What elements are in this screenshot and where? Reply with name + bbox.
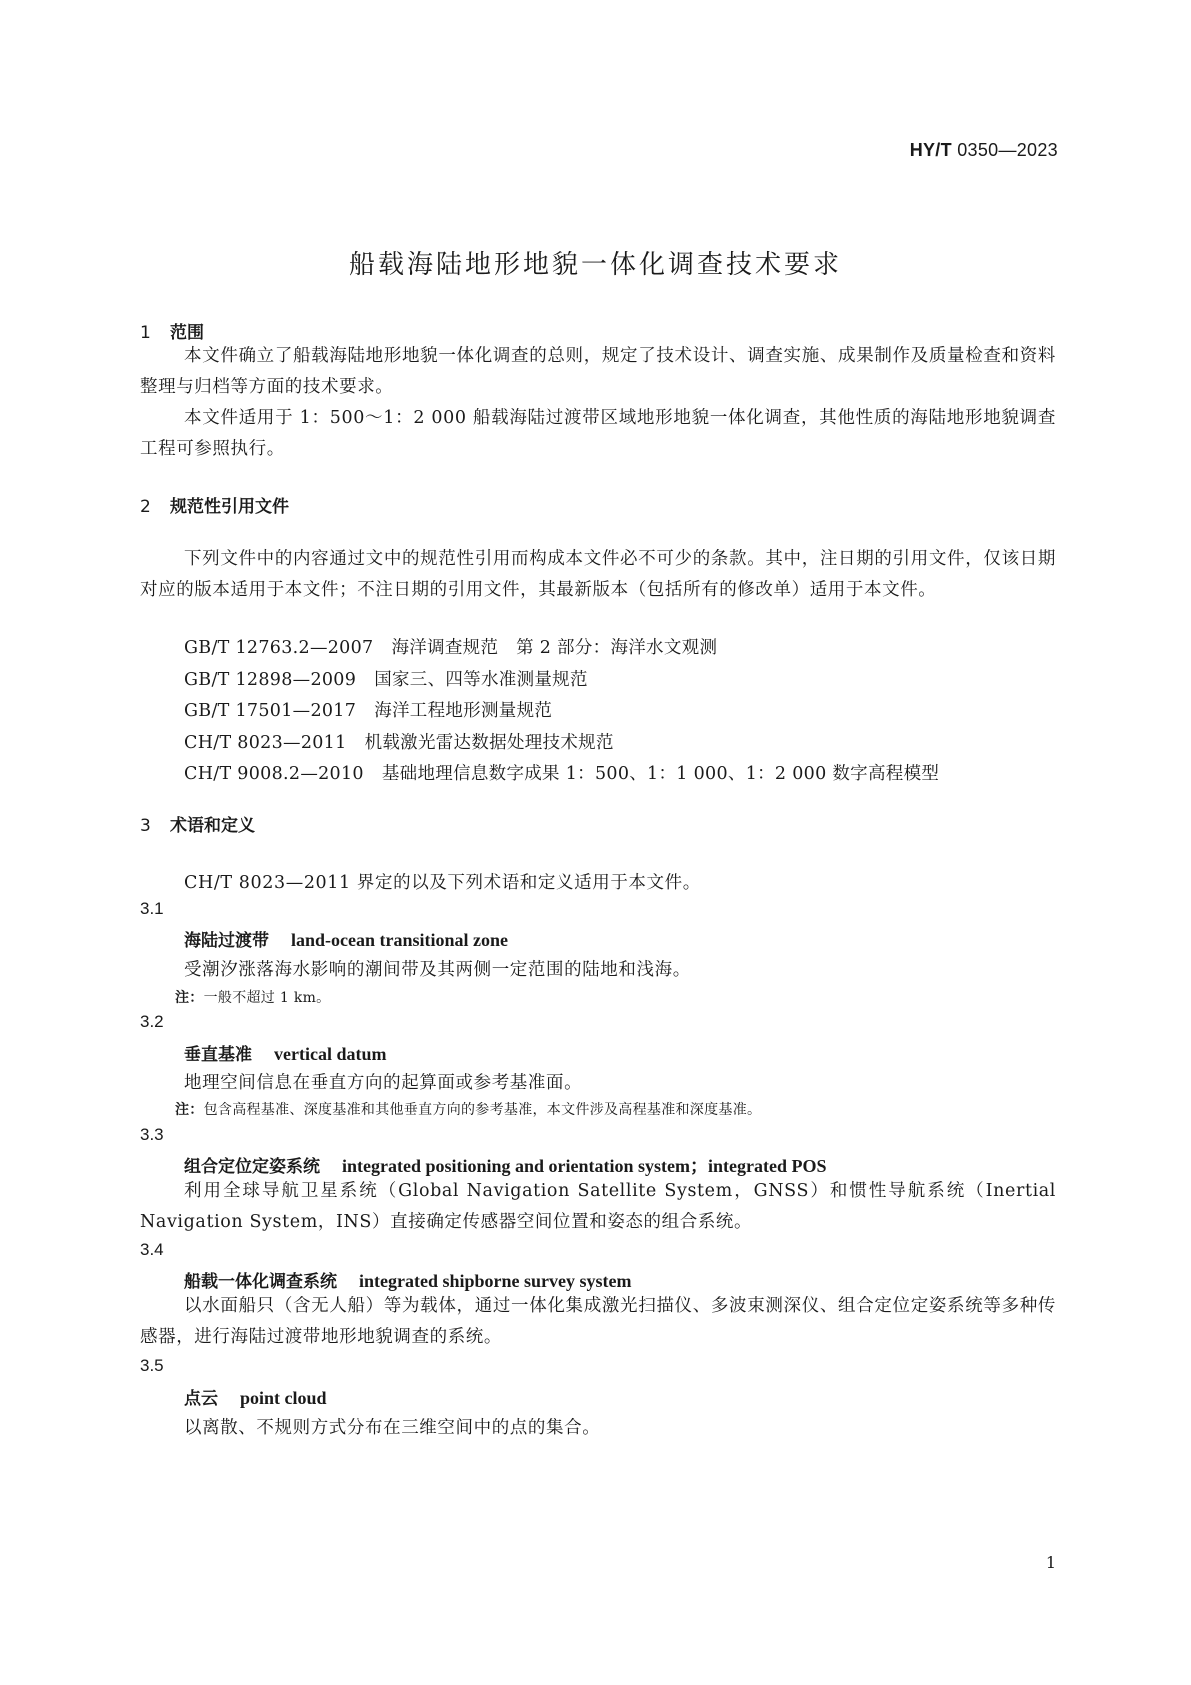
term-number: 3.1 — [140, 899, 164, 918]
term-number: 3.4 — [140, 1240, 164, 1259]
standard-code-prefix: HY/T — [909, 140, 952, 160]
section-title: 范围 — [170, 323, 204, 343]
term-note — [175, 1099, 761, 1119]
term-en: integrated shipborne survey system — [359, 1271, 632, 1291]
section-2-heading — [140, 492, 289, 517]
section-title: 规范性引用文件 — [170, 497, 289, 517]
reference-code: GB/T 17501—2017 — [184, 701, 357, 721]
standard-code — [910, 140, 1058, 161]
reference-code: GB/T 12898—2009 — [184, 669, 357, 690]
page-number: 1 — [1045, 1553, 1056, 1572]
reference-item — [184, 729, 939, 761]
reference-title: 海洋工程地形测量规范 — [374, 701, 553, 721]
term-entry — [184, 1040, 386, 1065]
term-en: land-ocean transitional zone — [291, 930, 509, 950]
reference-item — [184, 634, 939, 666]
note-label: 注： — [175, 1102, 204, 1118]
term-zh: 组合定位定姿系统 — [184, 1157, 320, 1177]
term-definition: 利用全球导航卫星系统（Global Navigation Satellite System，GNSS）和惯性导航系统（Inertial Navigation System，INS）直接确定传感器空间位置和姿态的组合系统。 — [140, 1181, 1056, 1232]
note-text: 一般不超过 1 km。 — [203, 990, 331, 1006]
term-zh: 海陆过渡带 — [184, 931, 269, 951]
section-3-heading — [140, 811, 255, 836]
term-note — [175, 987, 330, 1007]
term-zh: 垂直基准 — [184, 1045, 252, 1065]
term-entry — [184, 1384, 327, 1409]
reference-item — [184, 697, 939, 729]
standard-code-number: 0350—2023 — [957, 140, 1058, 160]
section-2-intro: 下列文件中的内容通过文中的规范性引用而构成本文件必不可少的条款。其中，注日期的引用文件，仅该日期对应的版本适用于本文件；不注日期的引用文件，其最新版本（包括所有的修改单）适用于本文件。 — [140, 549, 1056, 600]
term-entry — [184, 1267, 632, 1292]
term-en: point cloud — [240, 1388, 327, 1408]
reference-title: 国家三、四等水准测量规范 — [374, 669, 588, 690]
section-number: 1 — [140, 323, 151, 343]
reference-code: GB/T 12763.2—2007 — [184, 638, 374, 658]
reference-item — [184, 666, 939, 698]
note-text: 包含高程基准、深度基准和其他垂直方向的参考基准，本文件涉及高程基准和深度基准。 — [203, 1102, 762, 1118]
term-entry — [184, 926, 508, 951]
reference-title: 基础地理信息数字成果 1：500、1：1 000、1：2 000 数字高程模型 — [381, 764, 940, 784]
section-1-heading — [140, 318, 204, 343]
term-number: 3.2 — [140, 1012, 164, 1031]
section-1-paragraph-1: 本文件确立了船载海陆地形地貌一体化调查的总则，规定了技术设计、调查实施、成果制作及质量检查和资料整理与归档等方面的技术要求。 — [140, 346, 1056, 397]
term-definition: 以离散、不规则方式分布在三维空间中的点的集合。 — [184, 1418, 601, 1438]
section-3-intro: CH/T 8023—2011 界定的以及下列术语和定义适用于本文件。 — [184, 873, 701, 893]
term-en: integrated positioning and orientation system；integrated POS — [342, 1156, 827, 1176]
term-definition: 受潮汐涨落海水影响的潮间带及其两侧一定范围的陆地和浅海。 — [184, 960, 691, 980]
note-label: 注： — [175, 990, 204, 1006]
term-en: vertical datum — [274, 1044, 387, 1064]
term-zh: 点云 — [184, 1389, 218, 1409]
reference-code: CH/T 9008.2—2010 — [184, 764, 364, 784]
reference-title: 机载激光雷达数据处理技术规范 — [364, 732, 614, 753]
section-number: 2 — [140, 497, 151, 517]
section-number: 3 — [140, 816, 151, 836]
term-zh: 船载一体化调查系统 — [184, 1272, 337, 1292]
term-definition: 以水面船只（含无人船）等为载体，通过一体化集成激光扫描仪、多波束测深仪、组合定位定姿系统等多种传感器，进行海陆过渡带地形地貌调查的系统。 — [140, 1296, 1056, 1347]
reference-code: CH/T 8023—2011 — [184, 732, 347, 753]
term-definition: 地理空间信息在垂直方向的起算面或参考基准面。 — [184, 1073, 583, 1093]
term-number: 3.3 — [140, 1125, 164, 1144]
term-entry — [184, 1152, 827, 1178]
section-1-paragraph-2: 本文件适用于 1：500～1：2 000 船载海陆过渡带区域地形地貌一体化调查，其他性质的海陆地形地貌调查工程可参照执行。 — [140, 408, 1056, 459]
reference-item — [184, 760, 939, 792]
reference-title: 海洋调查规范 第 2 部分：海洋水文观测 — [391, 638, 718, 658]
reference-list — [184, 634, 939, 792]
document-title: 船载海陆地形地貌一体化调查技术要求 — [348, 250, 842, 280]
section-title: 术语和定义 — [170, 816, 255, 836]
term-number: 3.5 — [140, 1356, 164, 1375]
